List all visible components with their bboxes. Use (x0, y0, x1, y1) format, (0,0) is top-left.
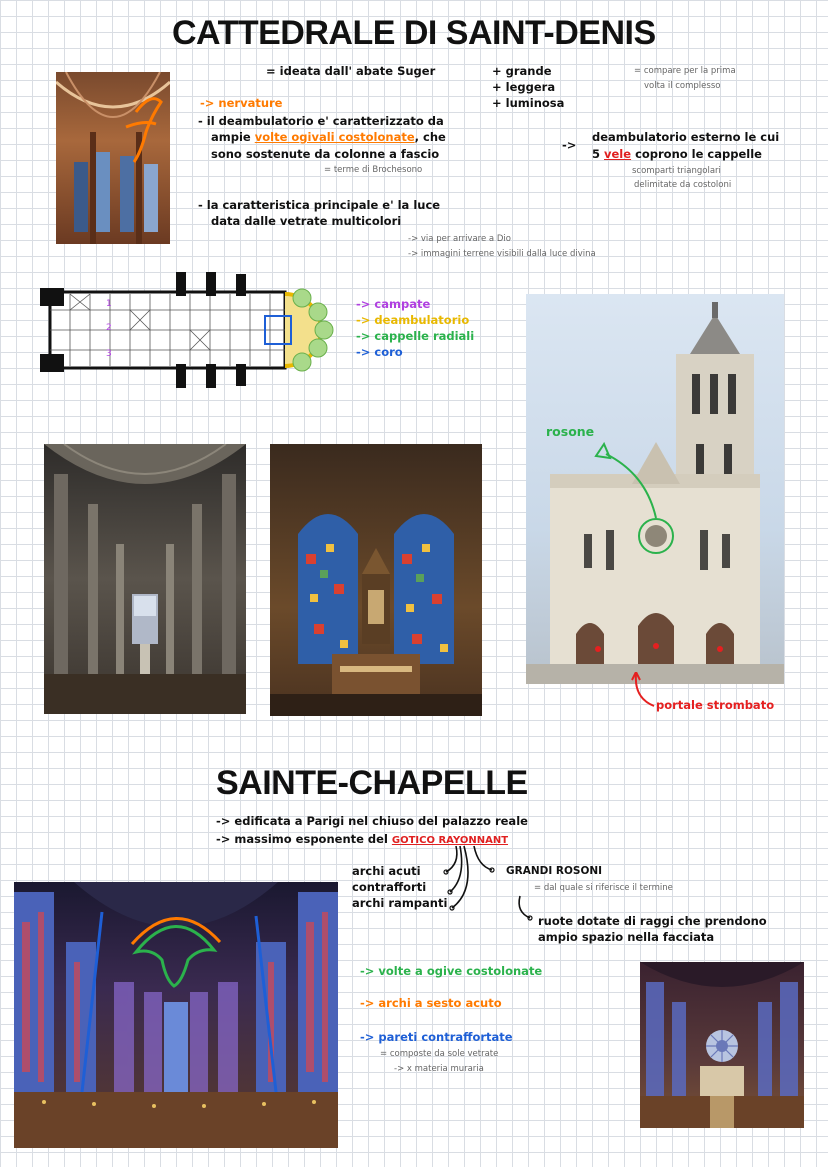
esterno-line-1: deambulatorio esterno le cui (592, 130, 780, 144)
luce-note-2: -> immagini terrene visibili dalla luce divina (408, 249, 596, 259)
volte-ogivali-highlight: volte ogivali costolonate (254, 130, 415, 144)
rosone-label: rosone (546, 424, 595, 439)
deambulatorio-line-3: sono sostenute da colonne a fascio (211, 147, 440, 161)
esterno-note-2: delimitate da costoloni (634, 180, 732, 190)
plan-number-1: 1 (106, 299, 112, 309)
plan-number-2: 2 (106, 323, 112, 333)
facade-photo (526, 294, 784, 684)
ruote-line-2: ampio spazio nella facciata (538, 930, 715, 944)
ruote-pointer (514, 894, 534, 924)
vele-highlight: vele (604, 147, 632, 161)
ideata-text: = ideata dall' abate Suger (266, 64, 436, 78)
deambulatorio-note: = terme di Brochesono (324, 165, 423, 175)
esterno-line-2-num: 5 (592, 147, 605, 161)
attributes-note-1: = compare per la prima (634, 66, 736, 76)
attribute-1: + grande (492, 64, 552, 78)
luce-note-1: -> via per arrivare a Dio (408, 234, 511, 244)
deambulatorio-line-2-post: , che (414, 130, 446, 144)
nave-interior-photo (44, 444, 246, 714)
esterno-note-1: scomparti triangolari (632, 166, 721, 176)
legend-coro: -> coro (356, 345, 403, 359)
portale-label: portale strombato (656, 698, 775, 712)
floor-plan (40, 264, 340, 394)
esterno-line-2-post: coprono le cappelle (631, 147, 762, 161)
legend-deambulatorio: -> deambulatorio (356, 313, 470, 327)
luce-line-2: data dalle vetrate multicolori (211, 214, 402, 228)
feature-archi-rampanti: archi rampanti (352, 896, 448, 910)
rosoni-label: GRANDI ROSONI (506, 865, 603, 877)
chapelle-interior-photo (14, 882, 338, 1148)
chapelle-line-2-pre: -> massimo esponente del (216, 832, 392, 846)
luce-line-1: - la caratteristica principale e' la luce (198, 198, 441, 212)
pareti-note-1: = composte da sole vetrate (380, 1049, 499, 1059)
feature-archi-acuti: archi acuti (352, 864, 421, 878)
bullet-pareti: -> pareti contraffortate (360, 1030, 513, 1044)
rosoni-note: = dal quale si riferisce il termine (534, 883, 673, 893)
deambulatorio-line-2 (211, 130, 446, 145)
nervature-label: -> nervature (200, 96, 283, 110)
attributes-note-2: volta il complesso (644, 81, 721, 91)
esterno-line-2 (592, 147, 762, 162)
chapelle-rose-window-photo (640, 962, 804, 1128)
stained-glass-photo (270, 444, 482, 716)
bullet-volte-ogive: -> volte a ogive costolonate (360, 964, 543, 978)
gotico-rayonnant-highlight: GOTICO RAYONNANT (391, 835, 509, 846)
arrow-esterno: -> (562, 138, 577, 152)
legend-cappelle-radiali: -> cappelle radiali (356, 329, 475, 343)
deambulatorio-line-2-pre: ampie (211, 130, 255, 144)
pareti-note-2: -> x materia muraria (394, 1064, 484, 1074)
attribute-3: + luminosa (492, 96, 565, 110)
plan-number-3: 3 (106, 349, 112, 359)
feature-contrafforti: contrafforti (352, 880, 427, 894)
page-title-saint-denis: CATTEDRALE DI SAINT-DENIS (172, 14, 656, 52)
legend-campate: -> campate (356, 297, 431, 311)
attribute-2: + leggera (492, 80, 556, 94)
ambulatory-vault-photo (56, 72, 170, 244)
chapelle-line-1: -> edificata a Parigi nel chiuso del palazzo reale (216, 814, 528, 828)
page-title-sainte-chapelle: SAINTE-CHAPELLE (216, 764, 528, 802)
ruote-line-1: ruote dotate di raggi che prendono (538, 914, 767, 928)
deambulatorio-line-1: - il deambulatorio e' caratterizzato da (198, 114, 444, 128)
bullet-archi-sesto: -> archi a sesto acuto (360, 996, 502, 1010)
